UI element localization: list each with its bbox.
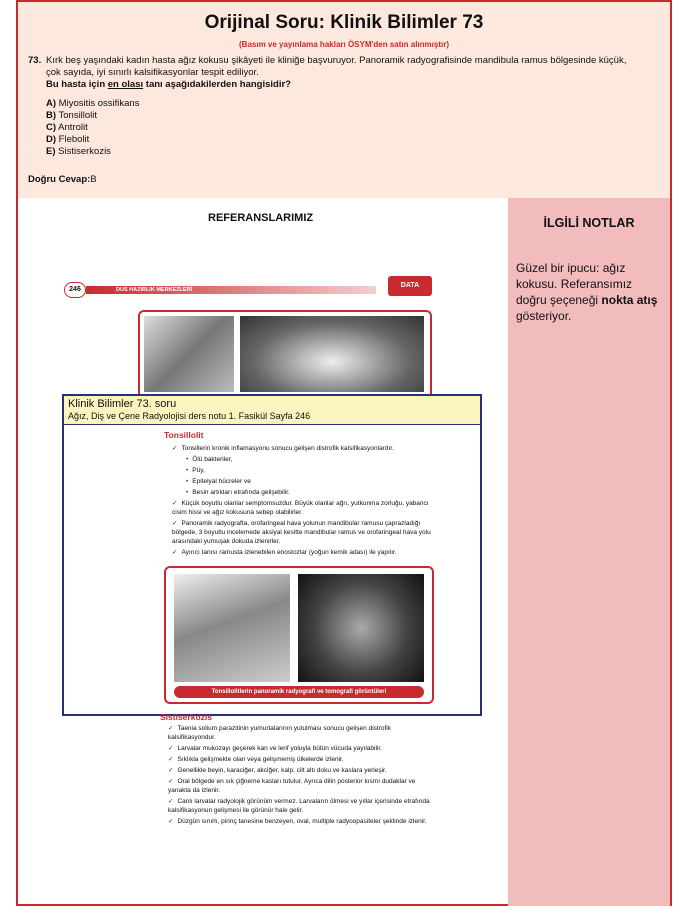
option-letter: A) [46,98,57,109]
list-item: ✓ Düzgün sınırlı, pirinç tanesine benzeyen, oval, multiple radyoopasiteler şeklinde izlenir. [168,818,427,825]
question-prompt-end: tanı aşağıdakilerden hangisidir? [143,79,291,90]
check-icon: ✓ [172,445,178,452]
ct-scan-image [298,574,424,682]
card-subtitle: Ağız, Diş ve Çene Radyolojisi ders notu 1. Fasikül Sayfa 246 [68,411,311,421]
lateral-xray-image [144,316,234,392]
option-letter: E) [46,146,56,157]
option-text: Miyositis ossifikans [58,98,140,109]
book-banner: DUS HAZIRLIK MERKEZLERİ [86,286,376,294]
card-title: Klinik Bilimler 73. soru [68,398,177,410]
option-letter: D) [46,134,57,145]
list-item: ✓ Larvalar mukozayı geçerek kan ve lenf yoluyla bütün vücuda yayılabilir. [168,745,382,752]
references-heading: REFERANSLARIMIZ [208,212,314,224]
notes-panel [508,198,670,906]
option-letter: C) [46,122,57,133]
list-item: ✓ Oral bölgede en sık çiğneme kasları tutulur. Ayrıca dilin posterior kısmı dudaklar ve yanakta da izlenir. [168,778,416,794]
list-item: • Epitelyal hücreler ve [186,478,251,485]
list-item: ✓ Sıklıkla gelişmekte olan veya gelişmemiş ülkelerde izlenir. [168,756,344,763]
check-icon: ✓ [168,818,174,825]
option-b [46,110,139,122]
xray-images [138,310,432,400]
option-text: Flebolit [58,134,90,145]
logo: DATA [388,276,432,296]
check-icon: ✓ [168,725,174,732]
check-icon: ✓ [172,500,178,507]
reference-card [62,394,482,716]
option-text: Sistiserkozis [58,146,111,157]
question-number: 73. [28,55,42,66]
list-item: ✓ Taenia solium parazitinin yumurtalarının yutulması sonucu gelişen distrofik kalsifikasyondur. [168,725,391,741]
section-title-sistiserkozis: Sistiserkozis [160,712,212,722]
list-item: ✓ Ayırıcı tanısı ramusta izlenebilen enostozlar (yoğun kemik adası) ile yapılır. [172,549,397,556]
option-text: Antrolit [58,122,88,133]
list-item: ✓ Tonsillerin kronik inflamasyonu sonucu gelişen distrofik kalsifikasyonlardır. [172,445,394,452]
list-item: • Besin artıkları etrafında gelişebilir. [186,489,290,496]
notes-text-start: Güzel bir ipucu: ağız kokusu. Referansımız doğru şeçeneği [516,261,633,307]
image-caption: Tonsillolitlerin panoramik radyografi ve tomografi görüntüleri [174,686,424,698]
option-text: Tonsillolit [58,110,98,121]
option-e [46,146,139,158]
correct-answer [28,174,97,185]
book-page-number: 246 [64,282,86,298]
check-icon: ✓ [168,756,174,763]
check-icon: ✓ [172,520,178,527]
check-icon: ✓ [168,778,174,785]
question-prompt [46,79,291,90]
bullet-icon: • [186,478,189,485]
copyright-note: (Basım ve yayınlama hakları ÖSYM'den satın alınmıştır) [239,40,449,49]
notes-text [516,260,666,324]
question-prompt-emphasis: en olası [107,79,144,90]
sistiserkozis-section [160,712,430,826]
notes-heading: İLGİLİ NOTLAR [543,216,635,230]
option-d [46,134,139,146]
question-text: Kırk beş yaşındaki kadın hasta ağız kokusu şikâyeti ile kliniğe başvuruyor. Panoramik radyografisinde mandibula ramus bölgesinde küçük, çok sayıda, iyi sınırlı kalsifikasyonlar tespit ediliyor. [46,55,627,78]
question-prompt-start: Bu hasta için [46,79,108,90]
panoramic-radiograph-image [174,574,290,682]
check-icon: ✓ [172,549,178,556]
answer-label: Doğru Cevap: [28,174,91,185]
option-a [46,98,139,110]
panoramic-xray-image [240,316,424,392]
check-icon: ✓ [168,767,174,774]
page-title: Orijinal Soru: Klinik Bilimler 73 [204,12,484,33]
list-item: ✓ Canlı larvalar radyolojik görünüm vermez. Larvaların ölmesi ve yıllar içerisinde etrafında kalsifikasyonun gelişmesi ile görünür hale gelir. [168,798,430,814]
notes-text-bold: nokta atış [601,293,658,307]
option-c [46,122,139,134]
check-icon: ✓ [168,745,174,752]
option-list [46,98,139,158]
question-box [18,2,670,198]
tonsillolit-bullets [172,444,442,559]
notes-text-end: gösteriyor. [516,309,572,323]
option-letter: B) [46,110,57,121]
list-item: ✓ Genellikle beyin, karaciğer, akciğer, kalp, cilt altı doku ve kaslara yerleşir. [168,767,387,774]
list-item: ✓ Küçük boyutlu olanlar semptomsuzdur. Büyük olanlar ağrı, yutkunma zorluğu, yabancı cisim hissi ve ağız kokusuna sebep olabilirler. [172,500,429,516]
bullet-icon: • [186,467,189,474]
answer-value: B [90,174,97,185]
card-header [64,396,480,425]
bullet-icon: • [186,489,189,496]
sistiserkozis-bullets [168,724,438,826]
bullet-icon: • [186,456,189,463]
tonsillolith-images [164,566,434,704]
check-icon: ✓ [168,798,174,805]
list-item: ✓ Panoramik radyografta, orofaringeal hava yolunun mandibular ramusu çaprazladığı bölgede, 3 boyutlu incelemede aksiyal kesitte mandibular ramus ve orofaringeal hava yolu arasındaki yumuşak dokuda izlenirler. [172,520,431,545]
section-title-tonsillolit: Tonsillolit [164,430,204,440]
list-item: • Püy, [186,467,205,474]
list-item: • Ölü bakteriler, [186,456,233,463]
